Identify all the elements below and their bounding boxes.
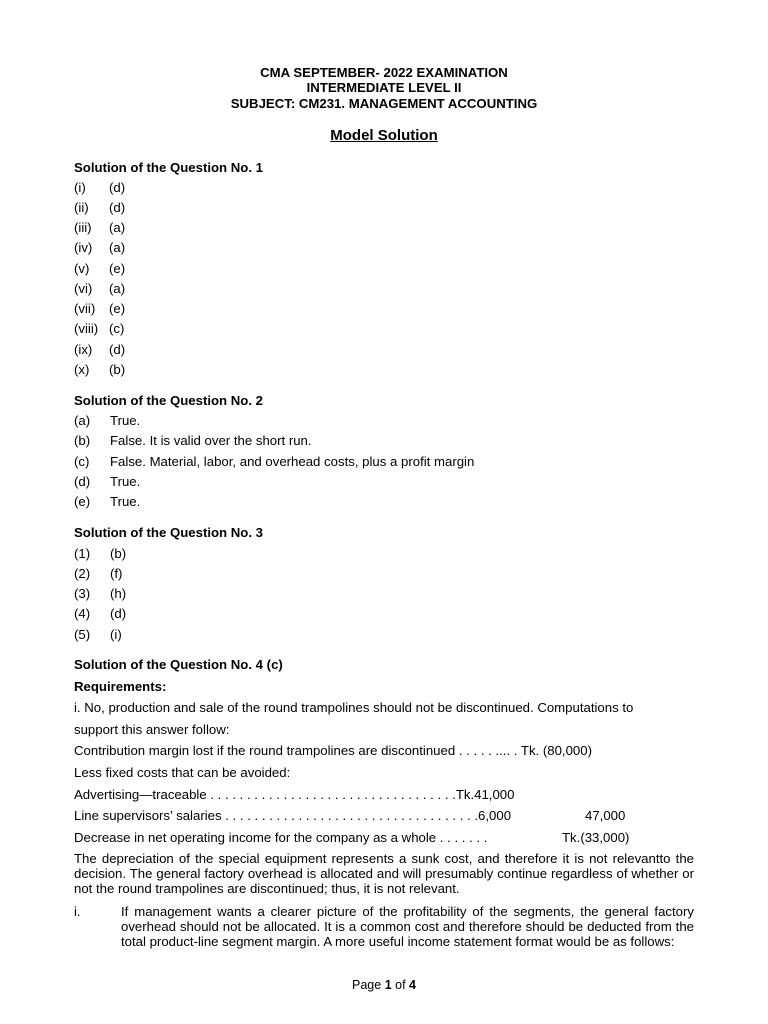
q3-item-answer: (i): [110, 627, 122, 642]
q1-item-answer: (a): [109, 220, 126, 235]
q3-item-answer: (b): [110, 546, 127, 561]
q4-answer-line: i. No, production and sale of the round trampolines should not be discontinued. Computations to: [74, 700, 634, 715]
q2-item-label: (b): [74, 433, 91, 448]
q3-item-label: (2): [74, 566, 91, 581]
q1-item-label: (ii): [74, 200, 89, 215]
line-supervisors-line: Line supervisors’ salaries . . . . . . . . . . . . . . . . . . . . . . . . . . . . . . . . . . .6,000: [74, 808, 512, 823]
q2-item-label: (a): [74, 413, 91, 428]
q3-item-answer: (h): [110, 586, 127, 601]
q1-item-label: (viii): [74, 321, 99, 336]
page-total: 4: [409, 978, 416, 992]
q1-item-answer: (d): [109, 342, 126, 357]
page-prefix: Page: [352, 978, 385, 992]
page-current: 1: [384, 978, 392, 992]
segment-overhead-paragraph: If management wants a clearer picture of the profitability of the segments, the general factory overhead should not be allocated. It is a common cost and therefore should be deducted from the total product-line segment margin. A more useful income statement format would be as follows:: [121, 904, 694, 949]
q1-item-label: (iv): [74, 240, 93, 255]
q1-item-answer: (c): [109, 321, 125, 336]
cm-lost-line: Contribution margin lost if the round trampolines are discontinued . . . . . .... . Tk. (80,000): [74, 743, 592, 758]
q1-item-answer: (e): [109, 301, 126, 316]
page-number: [0, 978, 768, 992]
q1-item-label: (ix): [74, 342, 93, 357]
q2-item-answer: True.: [110, 474, 141, 489]
q3-item-label: (5): [74, 627, 91, 642]
page-of: of: [391, 978, 410, 992]
q1-item-label: (x): [74, 362, 90, 377]
q3-item-answer: (d): [110, 606, 127, 621]
q1-item-label: (vii): [74, 301, 96, 316]
q3-item-label: (3): [74, 586, 91, 601]
document-title: Model Solution: [330, 127, 438, 144]
q2-item-answer: True.: [110, 494, 141, 509]
q1-item-answer: (d): [109, 200, 126, 215]
less-fixed-line: Less fixed costs that can be avoided:: [74, 765, 291, 780]
advertising-line: Advertising—traceable . . . . . . . . . . . . . . . . . . . . . . . . . . . . . . . . . .Tk.41,000: [74, 787, 515, 802]
exam-title: CMA SEPTEMBER- 2022 EXAMINATION: [260, 65, 508, 80]
q1-item-label: (vi): [74, 281, 93, 296]
q2-item-label: (c): [74, 454, 90, 469]
q4-item-label: i.: [74, 904, 81, 919]
q1-item-label: (iii): [74, 220, 92, 235]
q2-heading: Solution of the Question No. 2: [74, 393, 264, 408]
q2-item-answer: False. It is valid over the short run.: [110, 433, 312, 448]
q1-item-label: (i): [74, 180, 86, 195]
q2-item-answer: False. Material, labor, and overhead costs, plus a profit margin: [110, 454, 475, 469]
q3-heading: Solution of the Question No. 3: [74, 525, 264, 540]
q4-answer-line: support this answer follow:: [74, 722, 230, 737]
q1-item-answer: (b): [109, 362, 126, 377]
exam-subject: SUBJECT: CM231. MANAGEMENT ACCOUNTING: [230, 96, 538, 111]
q3-item-label: (4): [74, 606, 91, 621]
q4-requirements-heading: Requirements:: [74, 679, 167, 694]
q2-item-answer: True.: [110, 413, 141, 428]
q1-item-answer: (e): [109, 261, 126, 276]
avoidable-fixed-total: 47,000: [585, 808, 626, 823]
q3-item-answer: (f): [110, 566, 123, 581]
q2-item-label: (d): [74, 474, 91, 489]
exam-level: INTERMEDIATE LEVEL II: [306, 80, 462, 95]
q1-item-answer: (d): [109, 180, 126, 195]
decrease-noi-value: Tk.(33,000): [562, 830, 630, 845]
q2-item-label: (e): [74, 494, 91, 509]
sunk-cost-paragraph: The depreciation of the special equipment represents a sunk cost, and therefore it is not relevantto the decision. The general factory overhead is allocated and will presumably continue regardless of whether or not the round trampolines are discontinued; thus, it is not relevant.: [74, 851, 694, 896]
q1-item-label: (v): [74, 261, 90, 276]
decrease-noi-line: Decrease in net operating income for the company as a whole . . . . . . .: [74, 830, 488, 845]
q4-heading: Solution of the Question No. 4 (c): [74, 657, 283, 672]
q1-item-answer: (a): [109, 281, 126, 296]
q1-item-answer: (a): [109, 240, 126, 255]
q3-item-label: (1): [74, 546, 91, 561]
q1-heading: Solution of the Question No. 1: [74, 160, 264, 175]
